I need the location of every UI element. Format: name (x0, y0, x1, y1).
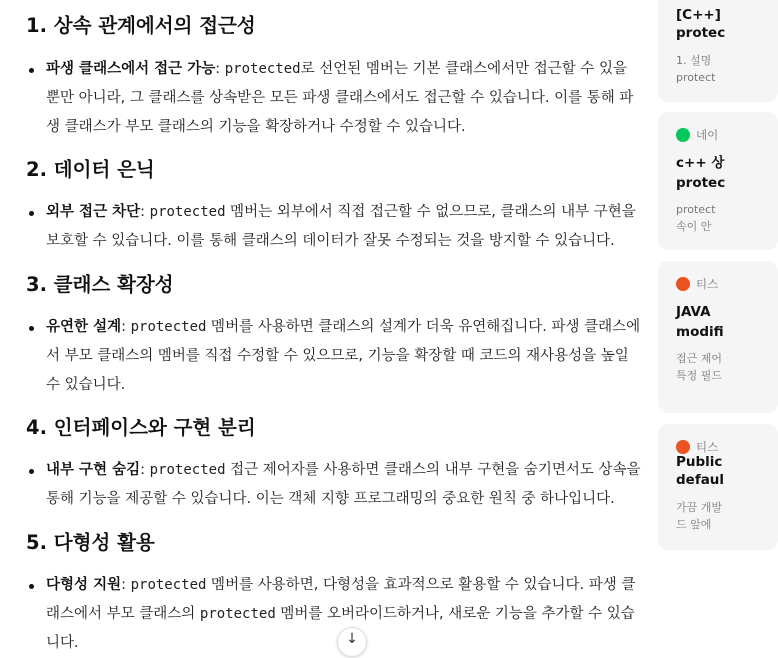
bullet-text: 멤버를 오버라이드하거나, 새로운 기능을 추가할 수 있습니다. (46, 606, 635, 651)
inline-code: protected (130, 577, 207, 593)
inline-code: protected (224, 61, 301, 77)
bullet-dot (29, 469, 34, 474)
source-snippet: 속이 안 (676, 220, 712, 233)
source-snippet: 1. 설명 (676, 54, 712, 67)
source-snippet: 접근 제어 (676, 352, 723, 365)
bullet-heading: 다형성 지원 (46, 577, 122, 593)
tistory-icon (676, 277, 690, 291)
bullet-text: 멤버는 외부에서 직접 접근할 수 없으므로, 클래스의 내부 구현을 보호할 수 있습니다. 이를 통해 클래스의 데이터가 잘못 수정되는 것을 방지할 수 있습니다. (46, 204, 636, 249)
source-card[interactable] (658, 261, 778, 413)
bullet-text: 로 선언된 멤버는 기본 클래스에서만 접근할 수 있을 뿐만 아니라, 그 클래스를 상속받은 모든 파생 클래스에서도 접근할 수 있습니다. 이를 통해 파생 클래스가 부모 클래스의 기능을 확장하거나 수정할 수 있습니다. (46, 61, 634, 135)
source-title: Public (676, 454, 723, 470)
source-title: defaul (676, 472, 725, 488)
bullet-heading: 파생 클래스에서 접근 가능 (46, 61, 216, 77)
source-title: protec (676, 175, 726, 191)
bullet-heading: 내부 구현 숨김 (46, 462, 141, 478)
source-title: JAVA (676, 304, 711, 320)
inline-code: protected (130, 319, 207, 335)
bullet-text: 접근 제어자를 사용하면 클래스의 내부 구현을 숨기면서도 상속을 통해 기능을 제공할 수 있습니다. 이는 객체 지향 프로그래밍의 중요한 원칙 중 하나입니다. (46, 462, 641, 507)
bullet-text: 멤버를 사용하면 클래스의 설계가 더욱 유연해집니다. 파생 클래스에서 부모 클래스의 멤버를 직접 수정할 수 있으므로, 기능을 확장할 때 코드의 재사용성을 높일 수 있습니다. (46, 319, 641, 393)
scroll-down-button[interactable] (337, 627, 367, 657)
source-snippet: 가끔 개발 (676, 501, 723, 514)
source-card[interactable] (658, 424, 778, 550)
section-title: 2. 데이터 은닉 (26, 158, 155, 181)
list-item: 내부 구현 숨김: protected 접근 제어자를 사용하면 클래스의 내부 구현을 숨기면서도 상속을 통해 기능을 제공할 수 있습니다. 이는 객체 지향 프로그래밍의 중요한 원칙 중 하나입니다. (46, 456, 641, 514)
inline-code: protected (149, 204, 226, 220)
sources-panel (658, 0, 726, 638)
bullet-text: 멤버를 사용하면, 다형성을 효과적으로 활용할 수 있습니다. 파생 클래스에서 부모 클래스의 (46, 577, 636, 622)
section-title: 4. 인터페이스와 구현 분리 (26, 416, 256, 439)
list-item: 유연한 설계: protected 멤버를 사용하면 클래스의 설계가 더욱 유연해집니다. 파생 클래스에서 부모 클래스의 멤버를 직접 수정할 수 있으므로, 기능을 확장할 때 코드의 재사용성을 높일 수 있습니다. (46, 313, 641, 400)
chat-bubble-icon (676, 128, 690, 142)
bullet-dot (29, 584, 34, 589)
source-snippet: protect (676, 203, 716, 216)
source-site: 티스 (696, 277, 719, 291)
source-snippet: protect (676, 71, 716, 84)
inline-code: protected (149, 462, 226, 478)
bullet-dot (29, 326, 34, 331)
source-card[interactable] (658, 0, 778, 102)
section-title: 3. 클래스 확장성 (26, 273, 174, 296)
source-title: protec (676, 25, 726, 41)
source-site: 티스 (696, 440, 719, 454)
bullet-heading: 유연한 설계 (46, 319, 122, 335)
section-title: 5. 다형성 활용 (26, 531, 155, 554)
list-item: 파생 클래스에서 접근 가능: protected로 선언된 멤버는 기본 클래스에서만 접근할 수 있을 뿐만 아니라, 그 클래스를 상속받은 모든 파생 클래스에서도 접근할 수 있습니다. 이를 통해 파생 클래스가 부모 클래스의 기능을 확장하거나 수정할 수 있습니다. (46, 55, 641, 142)
section-title: 1. 상속 관계에서의 접근성 (26, 14, 256, 37)
source-title: c++ 상 (676, 155, 725, 171)
bullet-dot (29, 68, 34, 73)
source-title: modifi (676, 324, 724, 340)
source-site: 네이 (696, 128, 719, 142)
arrow-down-icon: ↓ (346, 631, 358, 647)
list-item: 외부 접근 차단: protected 멤버는 외부에서 직접 접근할 수 없으므로, 클래스의 내부 구현을 보호할 수 있습니다. 이를 통해 클래스의 데이터가 잘못 수정되는 것을 방지할 수 있습니다. (46, 198, 641, 256)
source-snippet: 특정 필드 (676, 369, 723, 382)
bullet-dot (29, 211, 34, 216)
bullet-heading: 외부 접근 차단 (46, 204, 141, 220)
source-title: [C++] (676, 7, 721, 23)
list-item: 다형성 지원: protected 멤버를 사용하면, 다형성을 효과적으로 활용할 수 있습니다. 파생 클래스에서 부모 클래스의 protected 멤버를 오버라이드하거나, 새로운 기능을 추가할 수 있습니다. (46, 571, 641, 658)
source-card[interactable] (658, 112, 778, 250)
inline-code: protected (199, 606, 276, 622)
source-snippet: 드 앞에 (676, 518, 712, 531)
